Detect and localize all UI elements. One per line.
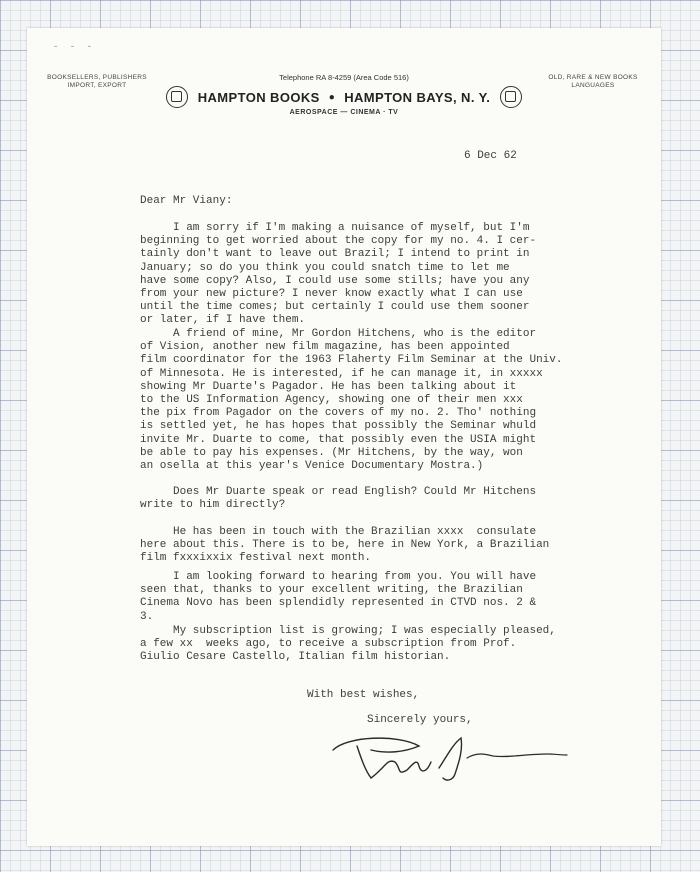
letterhead-location: HAMPTON BAYS, N. Y. (344, 89, 491, 105)
letter-paragraph-6: My subscription list is growing; I was especially pleased, a few xx weeks ago, to receive a subscription from Prof. Giulio Cesare Castello, Italian film historian. (140, 625, 556, 664)
letter-paragraph-1: I am sorry if I'm making a nuisance of myself, but I'm beginning to get worried about the copy for my no. 4. I cer- tainly don't want to leave out Brazil; I intend to print in January; so do you think you could snatch time to let me have some copy? Also, I could use some stills; have you any from your new picture? I never know exactly what I can use until the time comes; but certainly I could use them sooner or later, if I have them. (140, 222, 537, 327)
letterhead-left-line1: BOOKSELLERS, PUBLISHERS (47, 74, 147, 81)
letterhead-name: HAMPTON BOOKS (197, 89, 320, 105)
letterhead-telephone: Telephone RA 8-4259 (Area Code 516) (279, 73, 409, 82)
letterhead-right (533, 74, 653, 90)
handwritten-signature (327, 728, 577, 788)
letter-salutation: Dear Mr Viany: (140, 195, 233, 207)
letter-paragraph-5: I am looking forward to hearing from you. You will have seen that, thanks to your excellent writing, the Brazilian Cinema Novo has been splendidly represented in CTVD nos. 2 & 3. (140, 571, 537, 623)
letter-paragraph-4: He has been in touch with the Brazilian xxxx consulate here about this. There is to be, here in New York, a Brazilian film fxxxixxix festival next month. (140, 526, 550, 565)
letter-closing-sincerely: Sincerely yours, (367, 714, 473, 726)
letterhead-right-line2: LANGUAGES (571, 82, 615, 89)
letter-paragraph-3: Does Mr Duarte speak or read English? Could Mr Hitchens write to him directly? (140, 486, 537, 512)
letter-paragraph-2: A friend of mine, Mr Gordon Hitchens, who is the editor of Vision, another new film magazine, has been appointed film coordinator for the 1963 Flaherty Film Seminar at the Univ. of Minnesota. He is interested, if he can manage it, in xxxxx showing Mr Duarte's Pagador. He has been talking about it to the US Information Agency, showing one of their men xxx the pix from Pagador on the covers of my no. 2. Tho' nothing is settled yet, he has hopes that possibly the Seminar whuld invite Mr. Duarte to come, that possibly even the USIA might be able to pay his expenses. (Mr Hitchens, by the way, won an osella at this year's Venice Documentary Mostra.) (140, 328, 563, 473)
letter-closing-wishes: With best wishes, (307, 689, 420, 701)
letterhead-subtitle: AEROSPACE — CINEMA · TV (289, 109, 399, 116)
letter-date: 6 Dec 62 (464, 150, 517, 162)
letterhead-left-line2: IMPORT, EXPORT (67, 82, 127, 89)
letterhead-right-line1: OLD, RARE & NEW BOOKS (548, 74, 638, 81)
seal-right-icon (500, 86, 522, 108)
pin-marks: - - - (53, 42, 96, 52)
seal-left-icon (166, 86, 188, 108)
letterhead-separator: ● (328, 91, 336, 103)
letter-sheet (27, 28, 661, 846)
